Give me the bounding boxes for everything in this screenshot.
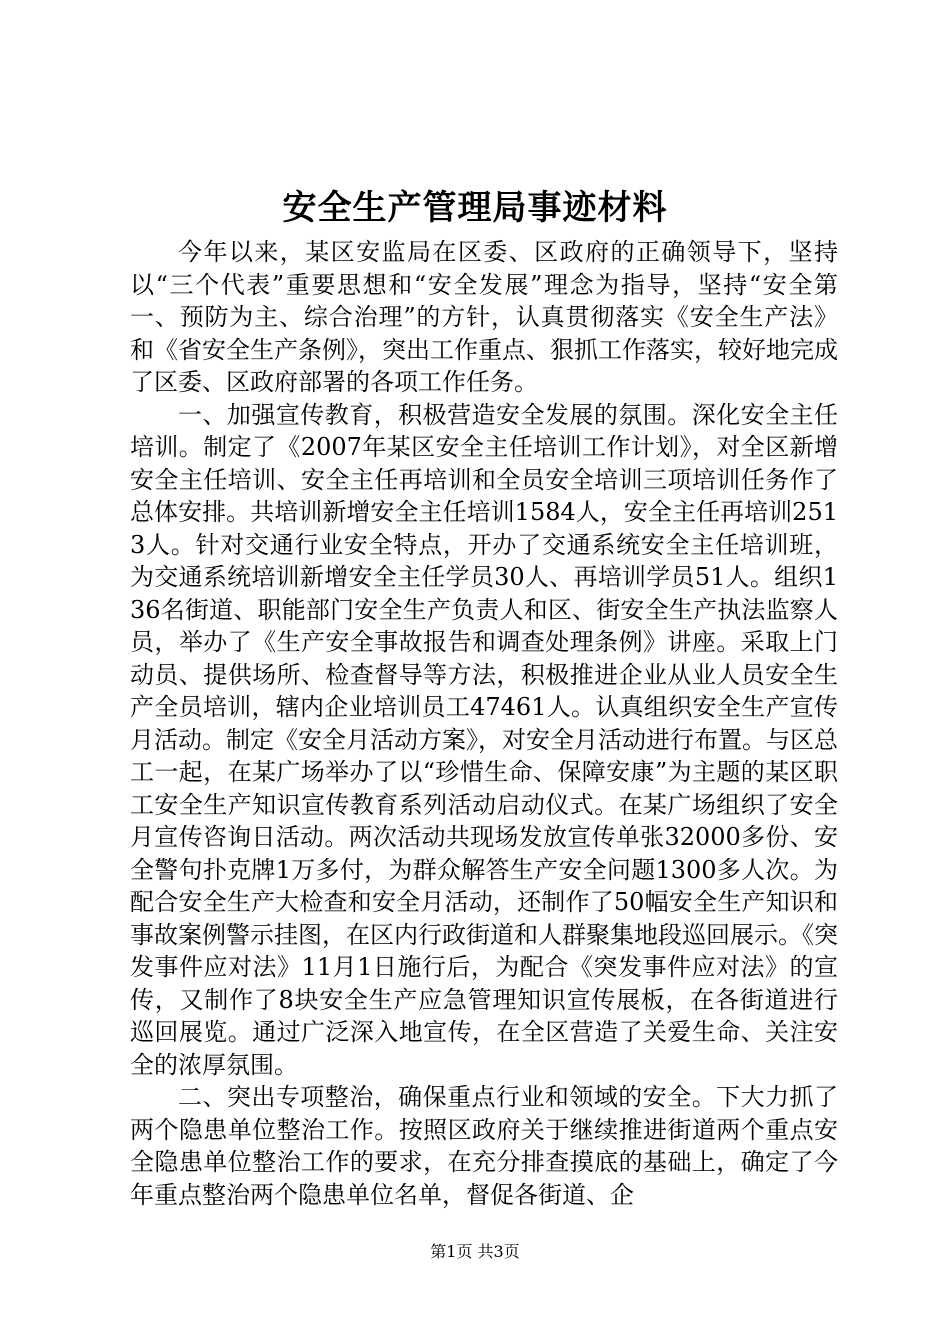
document-body <box>130 236 838 1211</box>
paragraph-section-one: 一、加强宣传教育，积极营造安全发展的氛围。深化安全主任培训。制定了《2007年某区安全主任培训工作计划》，对全区新增安全主任培训、安全主任再培训和全员安全培训三项培训任务作了总体安排。共培训新增安全主任培训1584人，安全主任再培训2513人。针对交通行业安全特点，开办了交通系统安全主任培训班，为交通系统培训新增安全主任学员30人、再培训学员51人。组织136名街道、职能部门安全生产负责人和区、街安全生产执法监察人员，举办了《生产安全事故报告和调查处理条例》讲座。采取上门动员、提供场所、检查督导等方法，积极推进企业从业人员安全生产全员培训，辖内企业培训员工47461人。认真组织安全生产宣传月活动。制定《安全月活动方案》，对安全月活动进行布置。与区总工一起，在某广场举办了以“珍惜生命、保障安康”为主题的某区职工安全生产知识宣传教育系列活动启动仪式。在某广场组织了安全月宣传咨询日活动。两次活动共现场发放宣传单张32000多份、安全警句扑克牌1万多付，为群众解答生产安全问题1300多人次。为配合安全生产大检查和安全月活动，还制作了50幅安全生产知识和事故案例警示挂图，在区内行政街道和人群聚集地段巡回展示。《突发事件应对法》11月1日施行后，为配合《突发事件应对法》的宣传，又制作了8块安全生产应急管理知识宣传展板，在各街道进行巡回展览。通过广泛深入地宣传，在全区营造了关爱生命、关注安全的浓厚氛围。 <box>130 400 838 1079</box>
paragraph-intro: 今年以来，某区安监局在区委、区政府的正确领导下，坚持以“三个代表”重要思想和“安全发展”理念为指导，坚持“安全第一、预防为主、综合治理”的方针，认真贯彻落实《安全生产法》和《省安全生产条例》，突出工作重点、狠抓工作落实，较好地完成了区委、区政府部署的各项工作任务。 <box>130 238 838 396</box>
paragraph-section-two: 二、突出专项整治，确保重点行业和领域的安全。下大力抓了两个隐患单位整治工作。按照区政府关于继续推进街道两个重点安全隐患单位整治工作的要求，在充分排查摸底的基础上，确定了今年重点整治两个隐患单位名单，督促各街道、企 <box>130 1083 838 1209</box>
document-title: 安全生产管理局事迹材料 <box>282 188 668 228</box>
page-number-footer: 第1页 共3页 <box>430 1242 520 1261</box>
